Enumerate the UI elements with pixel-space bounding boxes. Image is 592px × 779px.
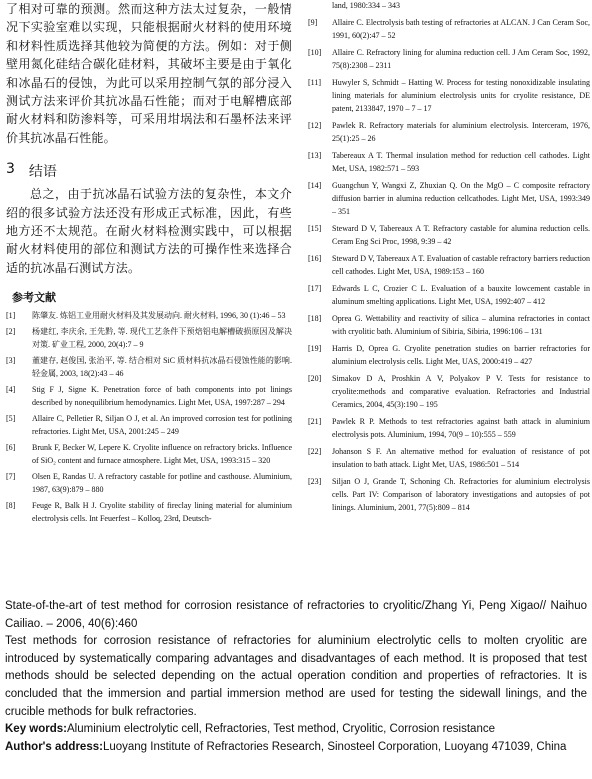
reference-item: [18] Oprea G. Wettability and reactivity of silica – alumina refractories in contact with cryolitic bath. Aluminium of Sibiria, Sibiria, 1996:106 – 131 — [308, 314, 590, 336]
reference-item: [4] Stig F J, Signe K. Penetration force of bath components into pot linings described by nonequilibrium hemodynamics. Light Met, USA, 1997:287 – 294 — [6, 385, 292, 408]
reference-list-right — [308, 16, 590, 514]
abstract-keywords — [5, 721, 587, 739]
abstract-citation: State-of-the-art of test method for corrosion resistance of refractories to cryolitic/Zhang Yi, Peng Xigao// Naihuo Cailiao. – 2006, 40(6):460 — [5, 600, 587, 630]
reference-item: [23] Siljan O J, Grande T, Schoning Ch. Refractories for aluminium electrolysis cells. Part IV: Comparison of laboratory investigations and autopsies of pot linings. Aluminium, 2001, 77(5):809 – 814 — [308, 477, 590, 512]
conclusion-paragraph: 总之，由于抗冰晶石试验方法的复杂性，本文介绍的很多试验方法还没有形成正式标准，因此，有些地方还不太规范。在耐火材料检测实践中，可以根据耐火材料使用的部位和测试方法的可操作性来选择合适的抗冰晶石测试方法。 — [6, 187, 292, 275]
section-heading — [6, 161, 292, 181]
reference-item: [14] Guangchun Y, Wangxi Z, Zhuxian Q. On the MgO – C composite refractory diffusion barrier in alumina reduction cellcathodes. Light Met, USA, 1993:349 – 351 — [308, 181, 590, 216]
reference-item: [3] 董建存, 赵俊国, 张治平, 等. 结合相对 SiC 质材料抗冰晶石侵蚀性能的影响. 轻金属, 2003, 18(2):43 – 46 — [6, 356, 292, 379]
reference-item: [19] Harris D, Oprea G. Cryolite penetration studies on barrier refractories for aluminium electrolysis cells. Light Met, UAS, 2000:419 – 427 — [308, 344, 590, 366]
reference-list-left — [6, 309, 292, 525]
reference-item: [2] 杨建红, 李庆余, 王先黔, 等. 现代工艺条件下预焙铝电解槽破损原因及解决对策. 矿业工程, 2000, 20(4):7 – 9 — [6, 327, 292, 350]
reference-item: [10] Allaire C. Refractory lining for alumina reduction cell. J Am Ceram Soc, 1992, 75(8):2308 – 2311 — [308, 48, 590, 70]
reference-item: [20] Simakov D A, Proshkin A V, Polyakov P V. Tests for resistance to cryolite:methods and comparative evaluation. Refractories and Industrial Ceramics, 2004, 45(3):190 – 195 — [308, 374, 590, 409]
keywords-text: Aluminium electrolytic cell, Refractories, Test method, Cryolitic, Corrosion resistance — [67, 723, 495, 736]
references-heading: 参考文献 — [12, 291, 56, 305]
reference-continuation: land, 1980:334 – 343 — [332, 1, 400, 10]
address-label: Author's address: — [5, 740, 103, 753]
right-column — [308, 0, 590, 518]
reference-item: [5] Allaire C, Pelletier R, Siljan O J, et al. An improved corrosion test for potlining refractories. Light Met, USA, 2001:245 – 249 — [6, 414, 292, 437]
reference-item: [17] Edwards L C, Crozier C L. Evaluation of a bauxite lowcement castable in aluminum smelting applications. Light Met, USA, 1992:407 – 412 — [308, 284, 590, 306]
reference-item: [6] Brunk F, Becker W, Lepere K. Cryolite influence on refractory bricks. Influence of SiO₂ content and furnace atmosphere. Light Met, USA, 1993:315 – 320 — [6, 443, 292, 466]
address-text: Luoyang Institute of Refractories Research, Sinosteel Corporation, Luoyang 471039, China — [102, 740, 567, 753]
reference-item: [12] Pawlek R. Refractory materials for aluminium electrolysis. Interceram, 1976, 25(1):25 – 26 — [308, 121, 590, 143]
english-abstract — [5, 598, 587, 756]
abstract-body: Test methods for corrosion resistance of refractories for aluminium electrolytic cells to molten cryolitic are introduced by systematically comparing advantages and disadvantages of each method. It is proposed that test methods should be selected depending on the actual operation condition and properties of refractories. It is concluded that the immersion and partial immersion method are used for testing the sidewall linings, and the crucible methods for bulk refractories. — [5, 635, 587, 718]
abstract-address — [5, 739, 587, 757]
keywords-label: Key words: — [5, 723, 67, 736]
reference-item: [15] Steward D V, Tabereaux A T. Refractory castable for alumina reduction cells. Ceram Eng Sci Proc, 1998, 9:39 – 42 — [308, 224, 590, 246]
reference-item: [8] Feuge R, Balk H J. Cryolite stability of fireclay lining material for aluminium electrolysis cells. Int Feuerfest – Kolloq, 23rd, Deutsch- — [6, 501, 292, 524]
reference-item: [11] Huwyler S, Schmidt – Hatting W. Process for testing nonoxidizable insulating lining materials for aluminium electrolysis units for cryolite resistance, DE patent, 2133847, 1970 – 7 – 17 — [308, 78, 590, 113]
reference-item: [1] 陈肇友. 炼铝工业用耐火材料及其发展动向. 耐火材料, 1996, 30 (1):46 – 53 — [6, 311, 286, 321]
reference-item: [16] Steward D V, Tabereaux A T. Evaluation of castable refractory barriers reduction cell cathodes. Light Met, USA, 1989:153 – 160 — [308, 254, 590, 276]
reference-item: [22] Johanson S F. An alternative method for evaluation of resistance of pot insulation to bath attack. Light Met, UAS, 1986:501 – 514 — [308, 447, 590, 469]
reference-item: [7] Olsen E, Randas U. A refractory castable for potline and casthouse. Aluminium, 1987, 63(9):879 – 880 — [6, 472, 292, 495]
section-title: 结语 — [28, 164, 57, 181]
left-column — [6, 0, 292, 528]
reference-item: [13] Tabereaux A T. Thermal insulation method for reduction cell cathodes. Light Met, USA, 1982:571 – 593 — [308, 151, 590, 173]
reference-item: [9] Allaire C. Electrolysis bath testing of refractories at ALCAN. J Can Ceram Soc, 1991, 60(2):47 – 52 — [308, 18, 590, 40]
section-number: 3 — [6, 161, 15, 178]
reference-item: [21] Pawlek R P. Methods to test refractories against bath attack in aluminium electrolysis pots. Aluminium, 1994, 70(9 – 10):555 – 559 — [308, 417, 590, 439]
body-paragraph: 了相对可靠的预测。然而这种方法太过复杂，一般情况下实验室难以实现，只能根据耐火材料的使用环境和材料性质选择其他较为简便的方法。例如：对于侧壁用氮化硅结合碳化硅材料，其破坏主要是由于氧化和冰晶石的侵蚀，为此可以采用控制气氛的部分浸入测试方法来评价其抗冰晶石性能；而对于电解槽底部耐火材料和防渗料等，可采用坩埚法和石墨杯法来评价其抗冰晶石性能。 — [6, 2, 292, 145]
